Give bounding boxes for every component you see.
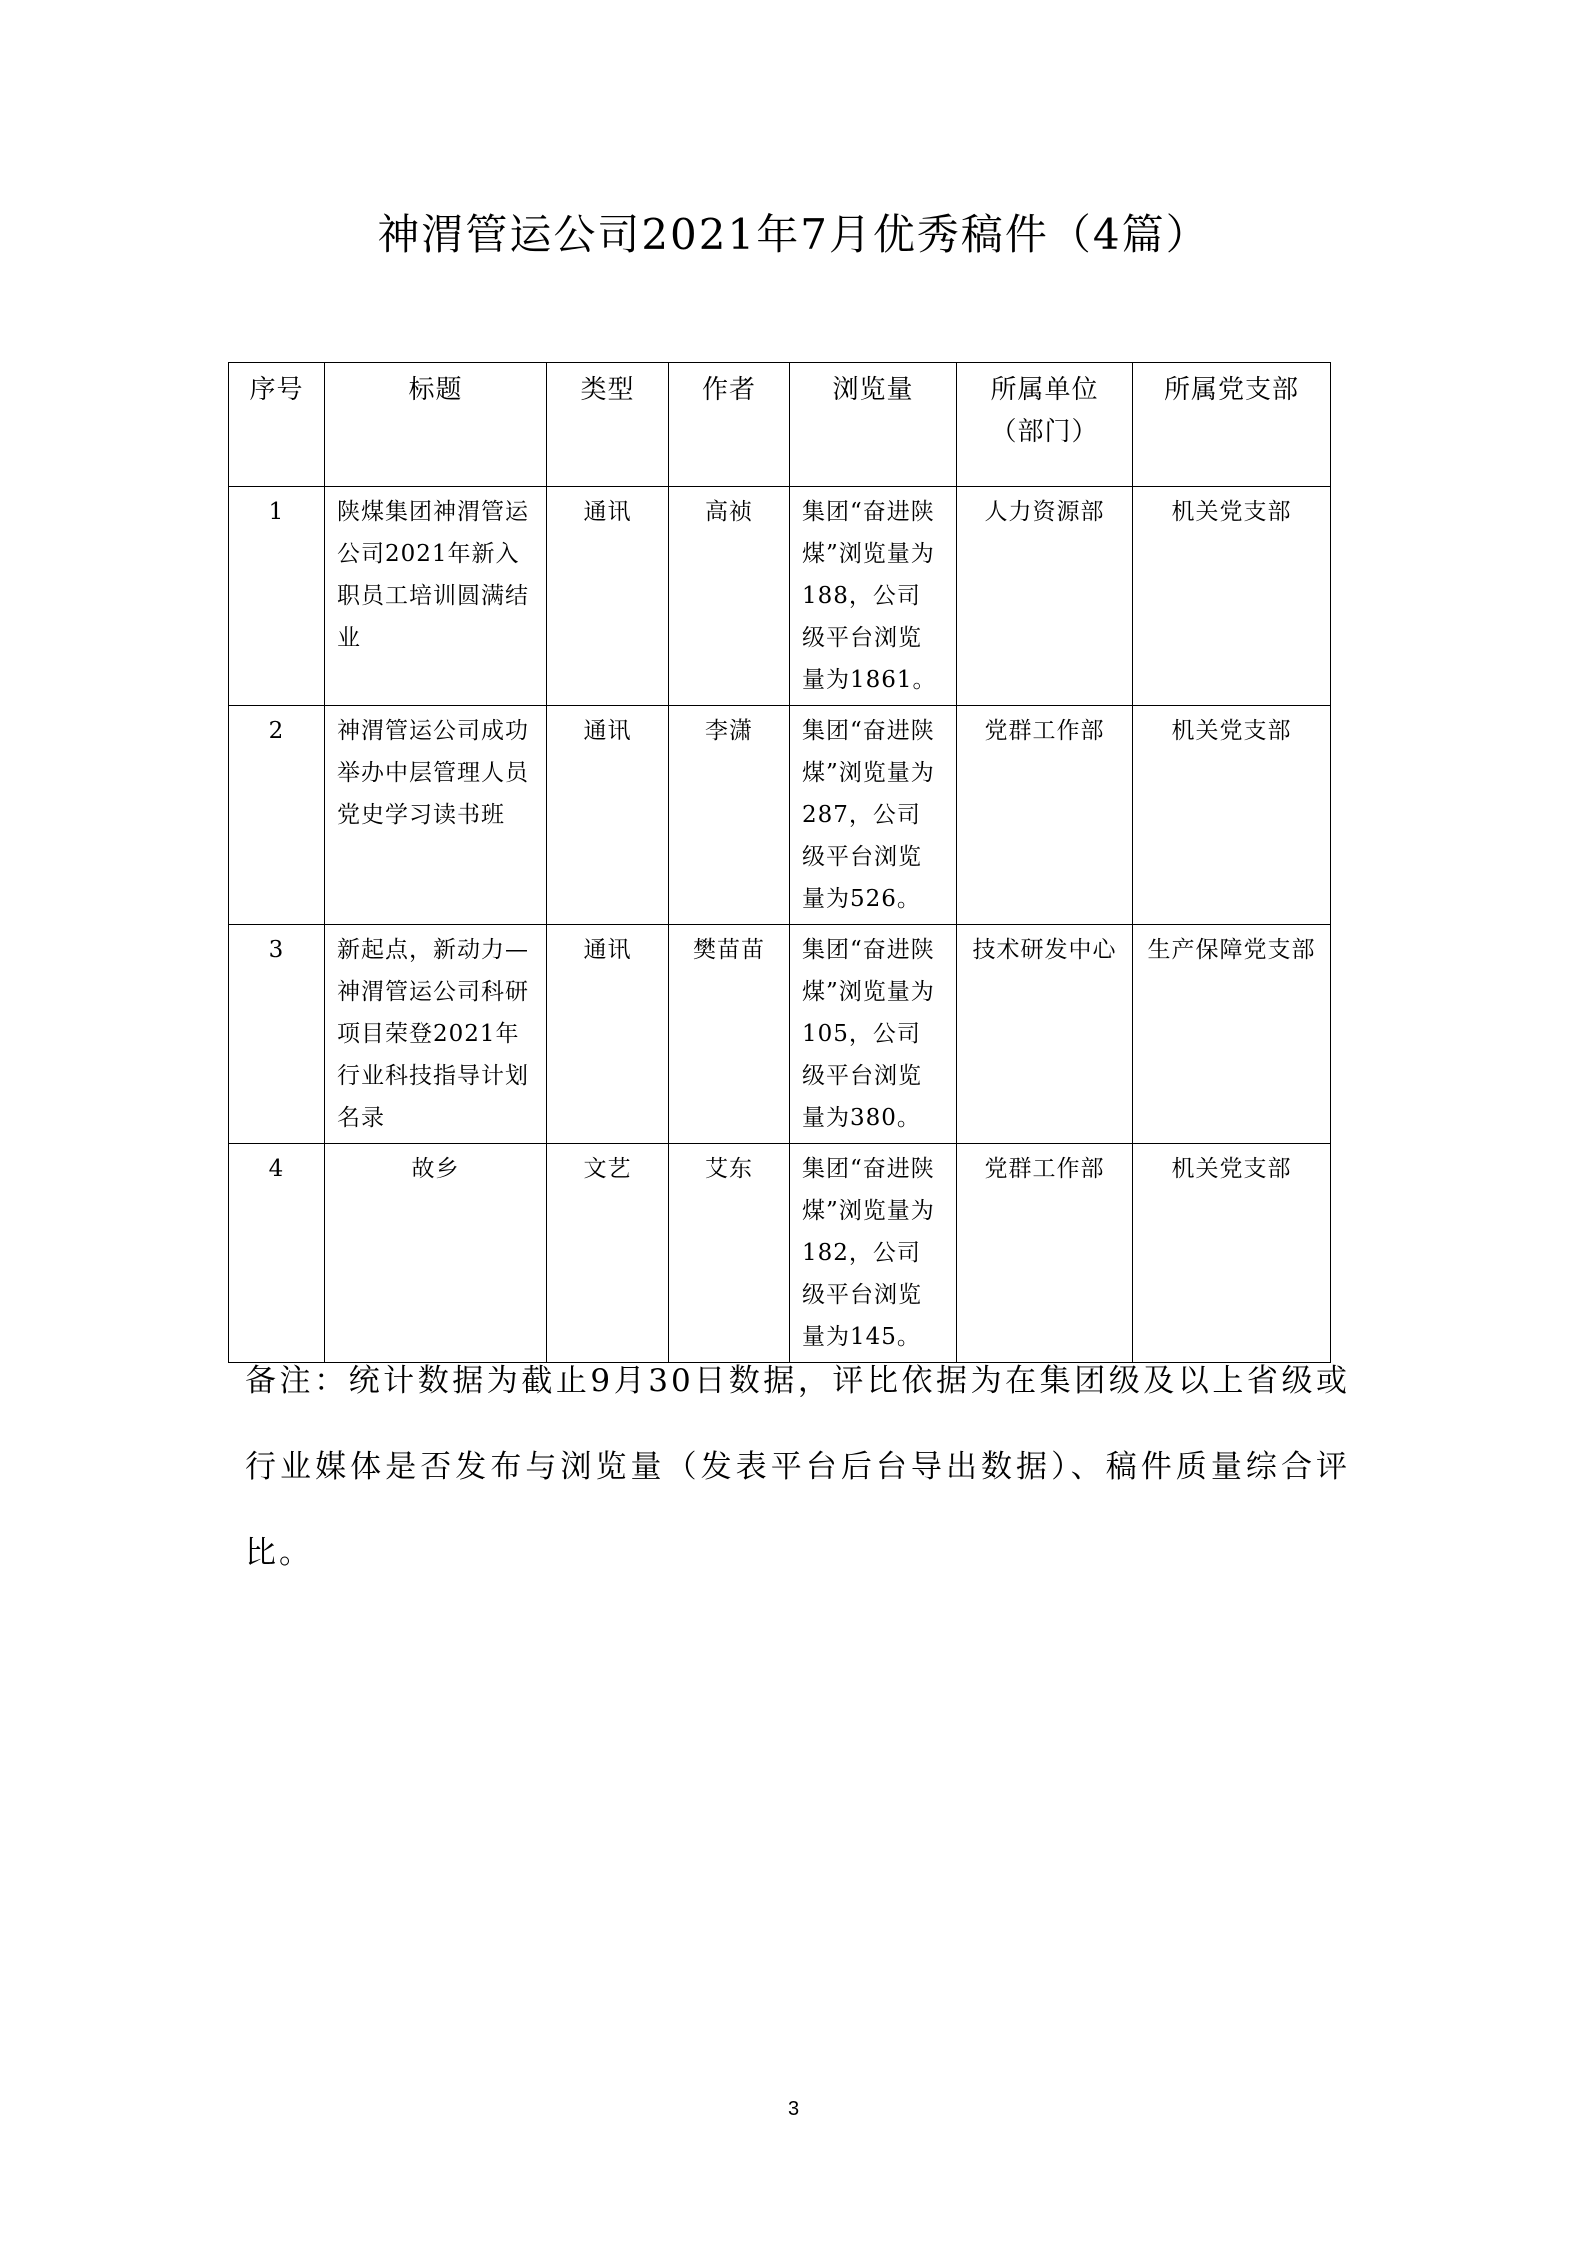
header-views: 浏览量 [790,363,957,487]
row-index: 4 [229,1144,325,1363]
row-views: 集团“奋进陕煤”浏览量为105，公司级平台浏览量为380。 [790,925,957,1144]
row-title: 陕煤集团神渭管运公司2021年新入职员工培训圆满结业 [325,487,547,706]
row-type: 通讯 [547,706,669,925]
header-author: 作者 [669,363,790,487]
table-row [229,706,1331,925]
header-index: 序号 [229,363,325,487]
row-branch: 机关党支部 [1133,1144,1331,1363]
header-branch: 所属党支部 [1133,363,1331,487]
row-branch: 机关党支部 [1133,706,1331,925]
row-author: 樊苗苗 [669,925,790,1144]
page-number: 3 [787,2098,800,2120]
row-department: 人力资源部 [957,487,1133,706]
row-branch: 机关党支部 [1133,487,1331,706]
row-views: 集团“奋进陕煤”浏览量为188，公司级平台浏览量为1861。 [790,487,957,706]
row-title: 故乡 [325,1144,547,1363]
row-index: 3 [229,925,325,1144]
table-row [229,1144,1331,1363]
header-title: 标题 [325,363,547,487]
row-title: 新起点，新动力—神渭管运公司科研项目荣登2021年行业科技指导计划名录 [325,925,547,1144]
row-index: 2 [229,706,325,925]
row-author: 艾东 [669,1144,790,1363]
row-title: 神渭管运公司成功举办中层管理人员党史学习读书班 [325,706,547,925]
table-row [229,487,1331,706]
table-row [229,925,1331,1144]
row-author: 高祯 [669,487,790,706]
row-department: 党群工作部 [957,706,1133,925]
header-department: 所属单位（部门） [957,363,1133,487]
row-views: 集团“奋进陕煤”浏览量为182，公司级平台浏览量为145。 [790,1144,957,1363]
row-department: 技术研发中心 [957,925,1133,1144]
row-type: 文艺 [547,1144,669,1363]
row-type: 通讯 [547,925,669,1144]
page-title: 神渭管运公司2021年7月优秀稿件（4篇） [377,210,1210,259]
row-index: 1 [229,487,325,706]
row-department: 党群工作部 [957,1144,1133,1363]
table-header-row [229,363,1331,487]
row-branch: 生产保障党支部 [1133,925,1331,1144]
articles-table [228,362,1331,1363]
footnote: 备注：统计数据为截止9月30日数据，评比依据为在集团级及以上省级或行业媒体是否发布与浏览量（发表平台后台导出数据）、稿件质量综合评比。 [245,1363,1350,1571]
row-views: 集团“奋进陕煤”浏览量为287，公司级平台浏览量为526。 [790,706,957,925]
header-type: 类型 [547,363,669,487]
row-author: 李潇 [669,706,790,925]
row-type: 通讯 [547,487,669,706]
